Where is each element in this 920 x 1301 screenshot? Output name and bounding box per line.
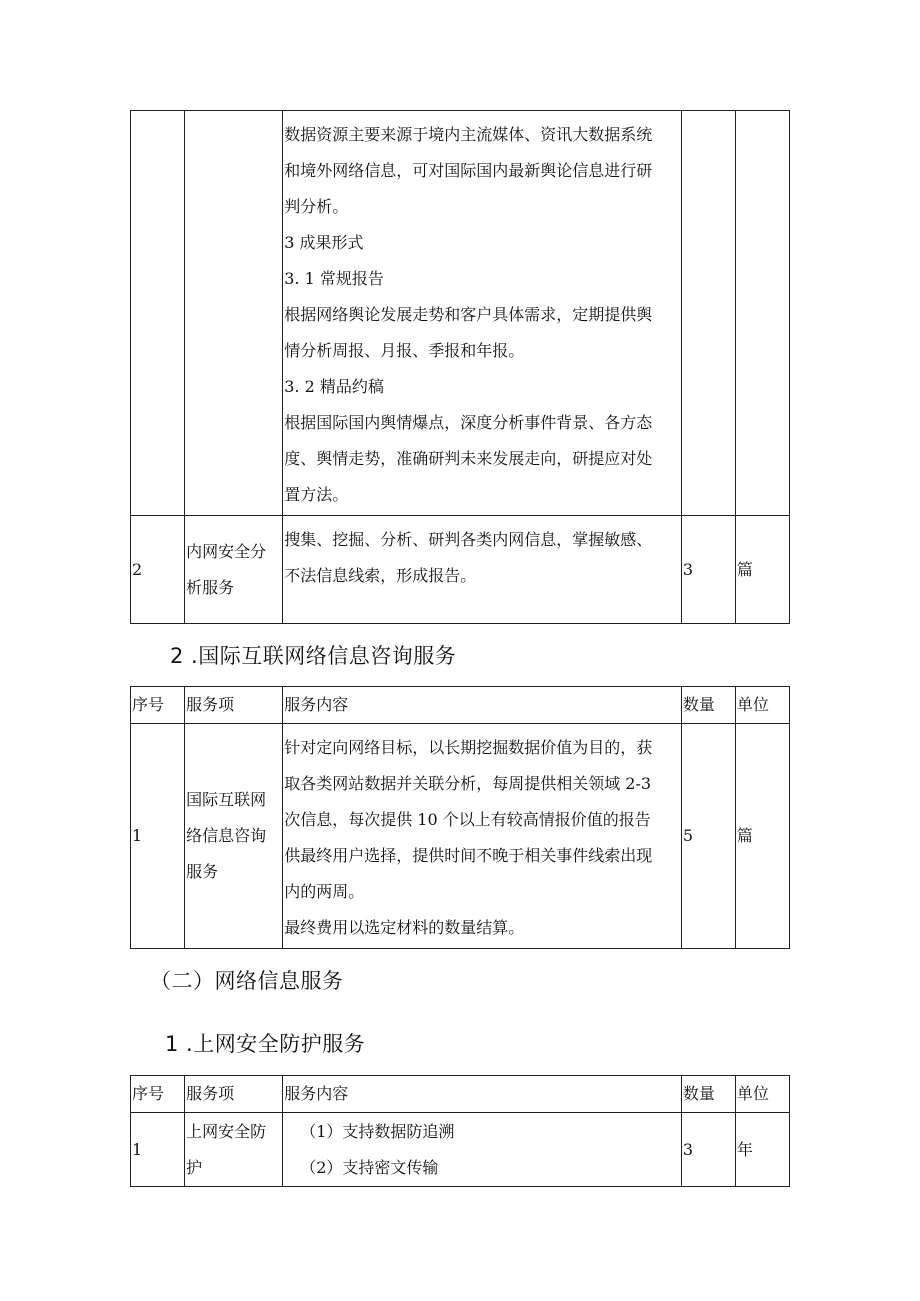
header-item: 服务项 [185,687,283,724]
content-line: 取各类网站数据并关联分析，每周提供相关领域 2-3 [284,774,652,793]
item-line: 析服务 [186,577,235,597]
header-content: 服务内容 [283,1076,682,1113]
cell-no [131,111,185,516]
content-line: 搜集、挖掘、分析、研判各类内网信息，掌握敏感、 [284,530,653,549]
content-line: 3. 2 精品约稿 [284,377,384,396]
content-line: 3 成果形式 [284,233,364,252]
cell-content [283,516,682,624]
content-line: 和境外网络信息，可对国际国内最新舆论信息进行研 [284,161,653,180]
table-row [131,1113,790,1187]
cell-unit: 篇 [735,724,789,949]
cell-qty [681,111,735,516]
content-line: 最终费用以选定材料的数量结算。 [284,918,525,937]
content-line: 3. 1 常规报告 [284,269,384,288]
content-line: 供最终用户选择，提供时间不晚于相关事件线索出现 [284,846,653,865]
table-header-row [131,1076,790,1113]
header-qty: 数量 [681,687,735,724]
cell-item [185,111,283,516]
table-row [131,111,790,516]
content-line: 次信息，每次提供 10 个以上有较高情报价值的报告 [284,810,651,829]
cell-unit: 年 [735,1113,789,1187]
header-content: 服务内容 [283,687,682,724]
cell-unit [735,111,789,516]
item-line: 上网安全防 [186,1121,267,1141]
content-line: （1）支持数据防追溯 [300,1121,455,1141]
item-line: 络信息咨询 [186,826,267,845]
header-unit: 单位 [735,687,789,724]
content-line: 判分析。 [284,197,349,216]
cell-item [185,1113,283,1187]
content-line: 数据资源主要来源于境内主流媒体、资讯大数据系统 [284,125,653,144]
content-line: 置方法。 [284,485,349,504]
header-item: 服务项 [185,1076,283,1113]
cell-content [283,1113,682,1187]
table-header-row [131,687,790,724]
cell-no: 1 [131,724,185,949]
table-row [131,724,790,949]
cell-content [283,111,682,516]
cell-item [185,516,283,624]
cell-content [283,724,682,949]
table-content-continued [130,110,790,624]
content-line: 根据国际国内舆情爆点，深度分析事件背景、各方态 [284,413,653,432]
content-line: 针对定向网络目标，以长期挖掘数据价值为目的，获 [284,738,653,757]
content-line: （2）支持密文传输 [300,1157,439,1177]
content-line: 不法信息线索，形成报告。 [284,566,477,585]
cell-unit: 篇 [735,516,789,624]
cell-qty: 3 [681,1113,735,1187]
cell-no: 2 [131,516,185,624]
item-line: 服务 [186,862,219,881]
table-security-protection [130,1075,790,1187]
content-line: 度、舆情走势，准确研判未来发展走向，研提应对处 [284,449,653,468]
section-heading-security-protection: 1 .上网安全防护服务 [165,1032,366,1056]
item-line: 国际互联网 [186,790,267,809]
header-no: 序号 [131,1076,185,1113]
table-row [131,516,790,624]
header-unit: 单位 [735,1076,789,1113]
content-line: 情分析周报、月报、季报和年报。 [284,341,525,360]
content-line: 内的两周。 [284,882,365,901]
item-line: 护 [186,1157,203,1177]
cell-qty: 3 [681,516,735,624]
item-line: 内网安全分 [186,541,267,561]
section-heading-network-info: （二）网络信息服务 [150,969,344,993]
header-qty: 数量 [681,1076,735,1113]
cell-no: 1 [131,1113,185,1187]
section-heading-intl-consulting: 2 .国际互联网络信息咨询服务 [170,644,457,668]
header-no: 序号 [131,687,185,724]
content-line: 根据网络舆论发展走势和客户具体需求，定期提供舆 [284,305,653,324]
table-intl-consulting [130,686,790,949]
cell-qty: 5 [681,724,735,949]
cell-item [185,724,283,949]
